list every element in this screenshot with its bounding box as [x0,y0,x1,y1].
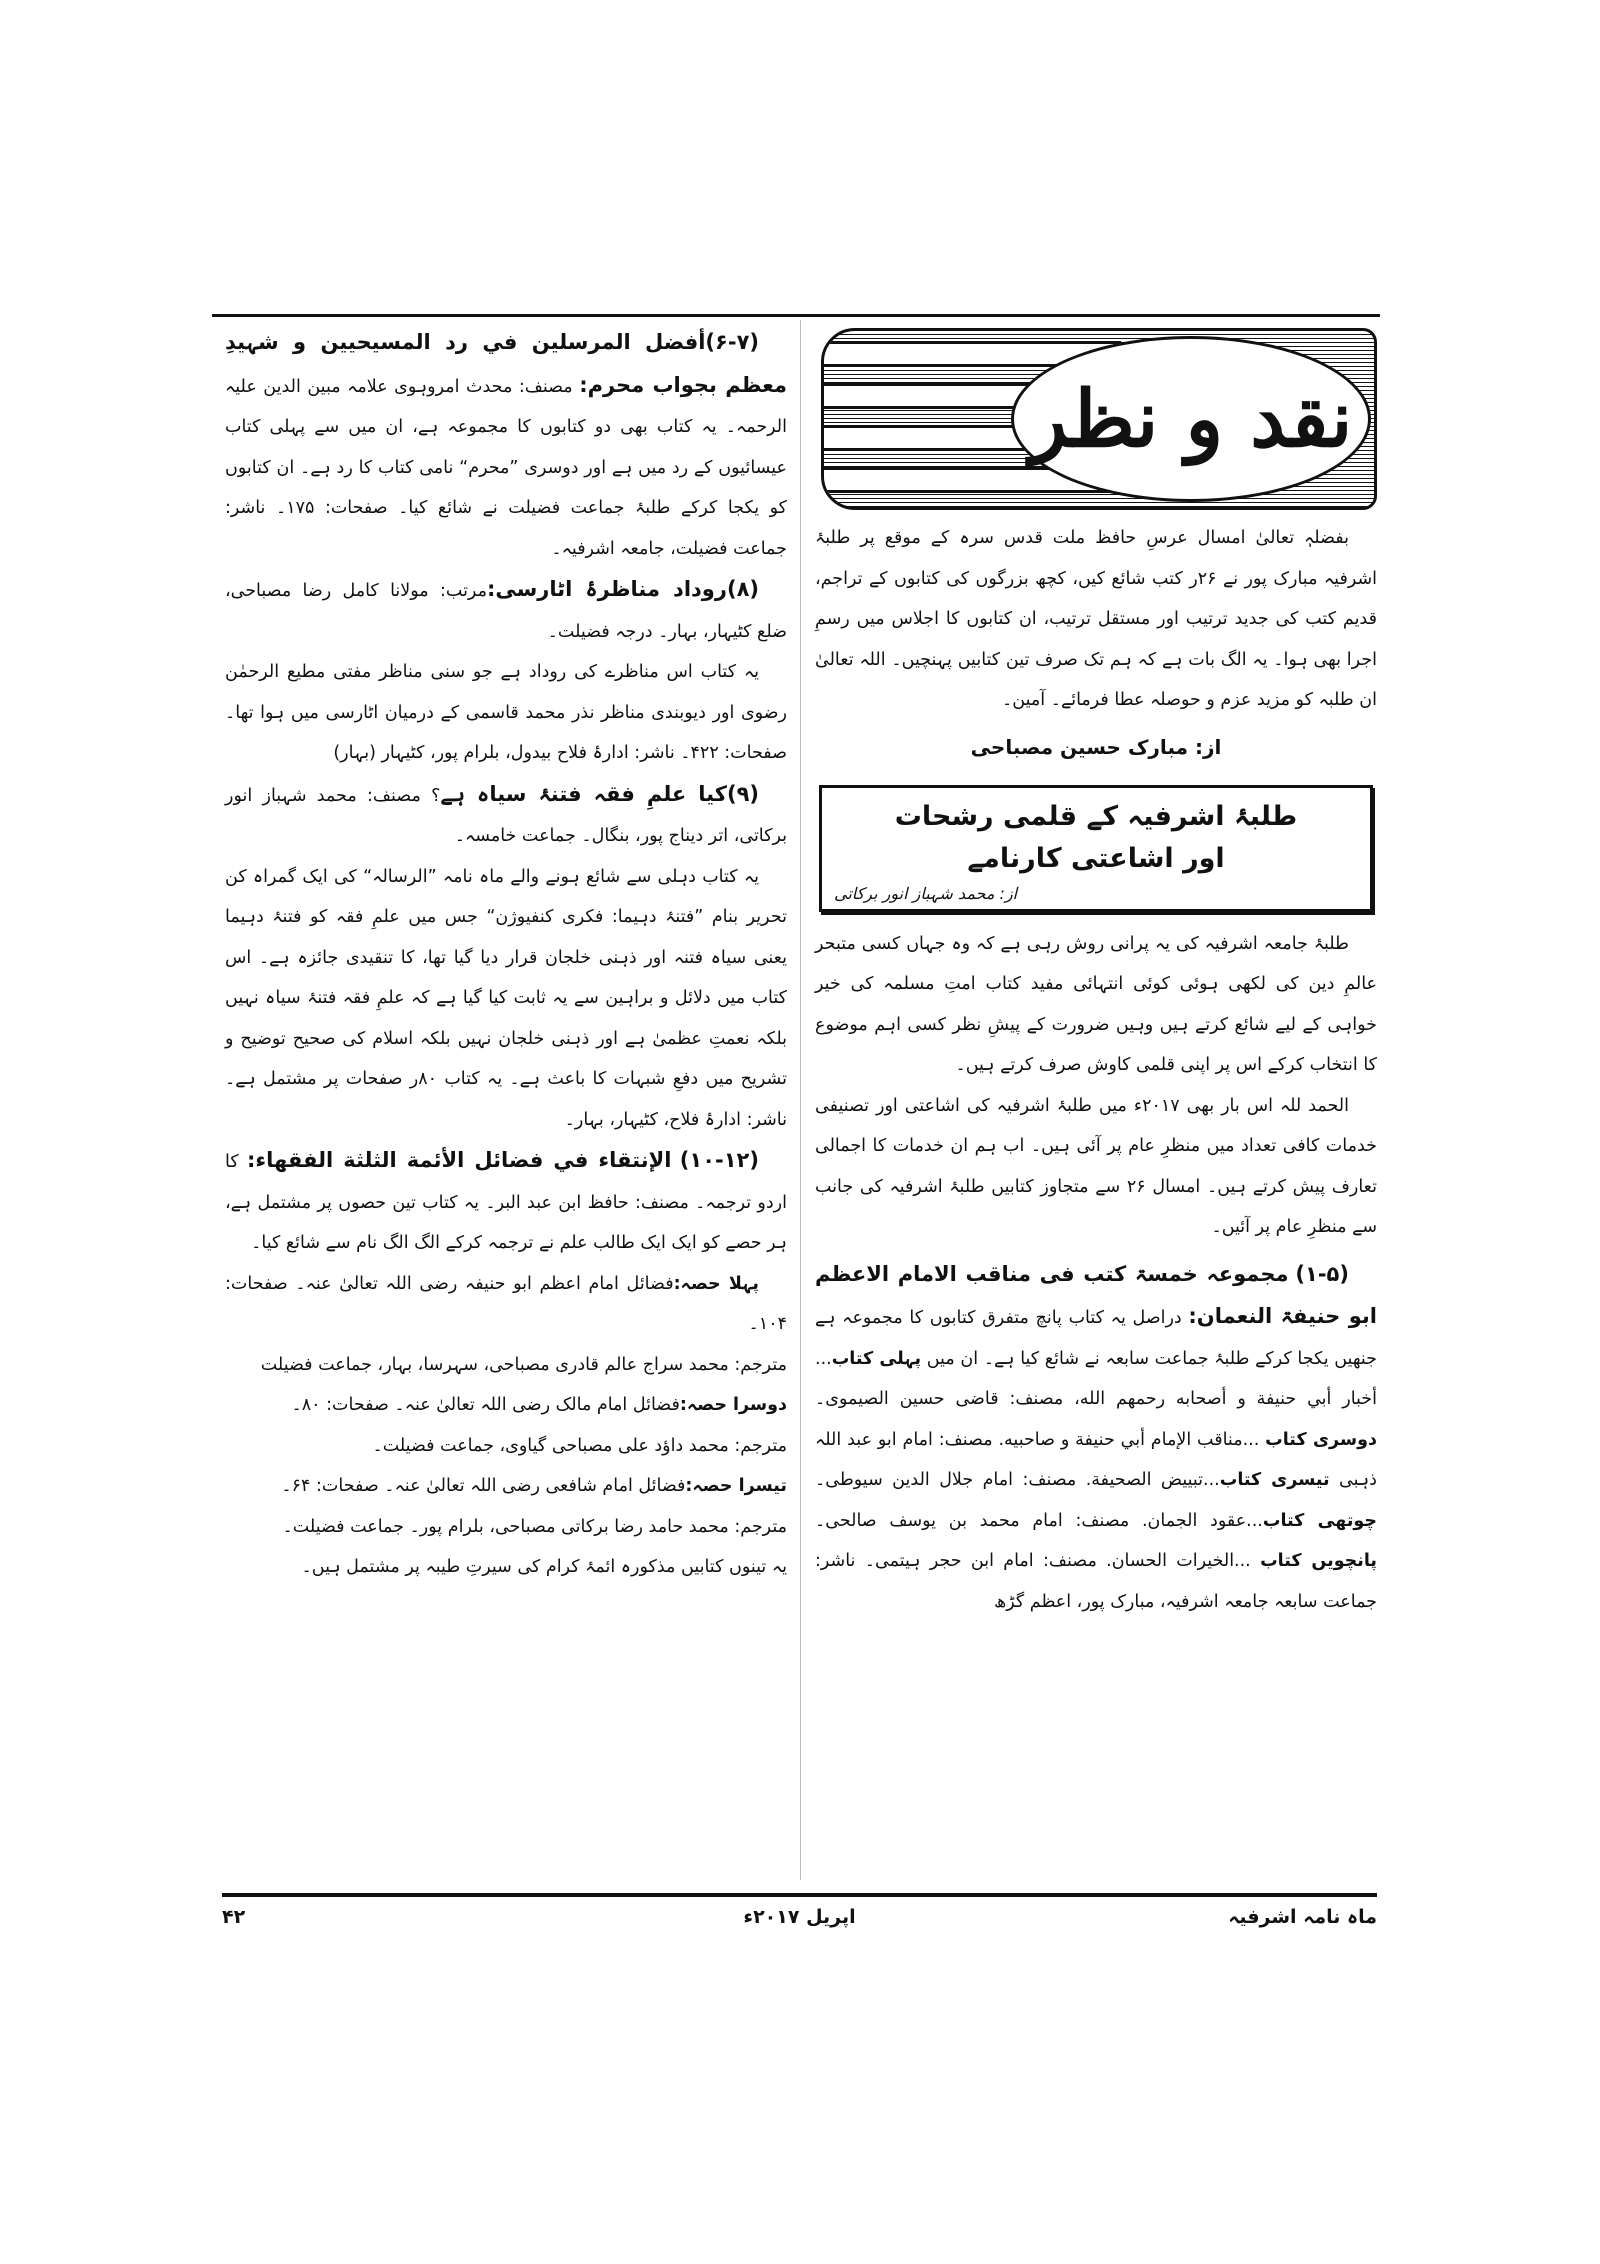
entry-text: ...الخيرات الحسان. مصنف: امام ابن حجر ہیتمی۔ ناشر: جماعت سابعہ جامعہ اشرفیہ، مبارک پور، اعظم گڑھ [815,1551,1377,1612]
entry-10-12 [225,1140,787,1264]
part-label: دوسرا حصہ: [679,1395,787,1415]
entry-text: ...تبييض الصحيفة. مصنف: امام جلال الدین سیوطی۔ [815,1470,1220,1490]
entry-6-7 [225,322,787,569]
entry-number: (۱۰-۱۲) [679,1148,759,1172]
left-column [225,322,787,1588]
part-text: فضائل امام اعظم ابو حنیفہ رضی اللہ تعالیٰ عنہ۔ صفحات: ۱۰۴۔ [225,1273,787,1334]
section-banner [821,328,1377,510]
entry-9 [225,774,787,857]
article-paragraph: طلبۂ جامعہ اشرفیہ کی یہ پرانی روش رہی ہے کہ وہ جہاں کسی متبحر عالمِ دین کی لکھی ہوئی کوئی انتہائی مفید کتاب امتِ مسلمہ کی خیر خواہی کے لیے شائع کرتے ہیں وہیں ضرورت کے پیشِ نظر کسی اہم موضوع کا انتخاب کرکے اس پر اپنی قلمی کاوش صرف کرتے ہیں۔ [815,933,1377,1075]
entry-bold-label: دوسری کتاب [1265,1429,1377,1450]
column-divider [800,320,801,1880]
part-1-translator: مترجم: محمد سراج عالم قادری مصباحی، سہرسا، بہار، جماعت فضیلت [260,1354,787,1375]
entry-title: مجموعہ خمسۃ کتب فی مناقب الامام الاعظم ابو حنیفۃ النعمان: [815,1261,1377,1328]
entry-10-12-closing: یہ تینوں کتابیں مذکورہ ائمۂ کرام کی سیرتِ طیبہ پر مشتمل ہیں۔ [301,1557,787,1577]
intro-byline: از: مبارک حسین مصباحی [970,734,1222,759]
entry-title: کیا علمِ فقہ فتنۂ سیاہ ہے [440,781,727,806]
entry-text: ...مناقب الإمام أبي حنيفة و صاحبيه. مصنف: امام ابو عبد اللہ ذہبی [815,1429,1377,1490]
article-author-text: از: محمد شہباز انور برکاتی [834,883,1018,903]
part-3 [225,1466,787,1507]
part-1 [225,1264,787,1345]
article-author [834,884,1358,903]
banner-oval [1011,336,1371,502]
entry-text: ...عقود الجمان. مصنف: امام محمد بن یوسف صالحی۔ [815,1510,1263,1531]
entry-number: (۱-۵) [1295,1261,1349,1286]
section-title: نقد و نظر [1029,373,1353,465]
entry-8-description: یہ کتاب اس مناظرے کی روداد ہے جو سنی مناظر مفتی مطیع الرحمٰن رضوی اور دیوبندی مناظر نذر محمد قاسمی کے درمیان اٹارسی میں ہوا تھا۔ صفحات: ۴۲۲۔ ناشر: ادارۂ فلاح بیدول، بلرام پور، کٹیہار (بہار) [225,662,787,763]
entry-9-description: یہ کتاب دہلی سے شائع ہونے والے ماہ نامہ ”الرسالہ“ کی ایک گمراہ کن تحریر بنام ”فتنۂ دہیما: فکری کنفیوژن“ جس میں علمِ فقہ کو فتنۂ دہیما یعنی سیاہ فتنہ اور ذہنی خلجان قرار دیا گیا تھا، کا تنقیدی جائزہ ہے۔ اس کتاب میں دلائل و براہین سے یہ ثابت کیا گیا ہے کہ علمِ فقہ فتنۂ سیاہ نہیں بلکہ نعمتِ عظمیٰ ہے اور ذہنی خلجان نہیں بلکہ اسلام کی صحیح توضیح و تشریح میں دفعِ شبہات کا باعث ہے۔ یہ کتاب ۸۰ر صفحات پر مشتمل ہے۔ ناشر: ادارۂ فلاح، کٹیہار، بہار۔ [225,866,787,1130]
intro-text: بفضلہٖ تعالیٰ امسال عرسِ حافظ ملت قدس سرہ کے موقع پر طلبۂ اشرفیہ مبارک پور نے ۲۶ر کتب شائع کیں، کچھ بزرگوں کی کتابوں کے تراجم، قدیم کتب کی جدید ترتیب اور مستقل ترتیب، ان کتابوں کا اجلاس میں رسمِ اجرا بھی ہوا۔ یہ الگ بات ہے کہ ہم تک صرف تین کتابیں پہنچیں۔ اللہ تعالیٰ ان طلبہ کو مزید عزم و حوصلہ عطا فرمائے۔ آمین۔ [815,528,1378,710]
entry-title: الإنتقاء في فضائل الأئمة الثلثة الفقهاء: [246,1148,672,1172]
entry-8 [225,569,787,652]
entry-text: ... أخبار أبي حنيفة و أصحابه رحمهم الله، مصنف: قاضی حسین الصیموی۔ [815,1348,1377,1409]
page-footer [222,1898,1377,1942]
part-3-translator: مترجم: محمد حامد رضا برکاتی مصباحی، بلرام پور۔ جماعت فضیلت۔ [282,1516,787,1537]
top-rule [212,314,1380,317]
entry-bold-label: چوتھی کتاب [1262,1510,1377,1531]
part-label: پہلا حصہ: [673,1273,759,1294]
entry-bold-label: تیسری کتاب [1219,1470,1330,1490]
part-label: تیسرا حصہ: [685,1476,787,1496]
part-text: فضائل امام مالک رضی اللہ تعالیٰ عنہ۔ صفحات: ۸۰۔ [291,1395,680,1415]
entry-1-5 [815,1254,1377,1623]
entry-text: مرتب: مولانا کامل رضا مصباحی، ضلع کٹیہار، بہار۔ درجہ فضیلت۔ [225,581,787,642]
entry-number: (۶-۷) [705,330,759,354]
entry-number: (۸) [726,577,759,601]
part-2-translator: مترجم: محمد داؤد علی مصباحی گیاوی، جماعت فضیلت۔ [372,1435,787,1456]
entry-text: مصنف: محدث امروہوی علامہ مبین الدین علیہ الرحمہ۔ یہ کتاب بھی دو کتابوں کا مجموعہ ہے، ان میں سے پہلی کتاب عیسائیوں کے رد میں ہے اور دوسری ”محرم“ نامی کتاب کا رد ہے۔ ان کتابوں کو یکجا کرکے طلبۂ جماعت فضیلت نے شائع کیا۔ صفحات: ۱۷۵۔ ناشر: جماعت فضیلت، جامعہ اشرفیہ۔ [225,376,787,559]
entry-bold-label: پانچویں کتاب [1260,1551,1377,1571]
entry-title: روداد مناظرۂ اٹارسی: [486,577,727,601]
article-paragraph: الحمد للہ اس بار بھی ۲۰۱۷ء میں طلبۂ اشرفیہ کی اشاعتی اور تصنیفی خدمات کافی تعداد میں منظرِ عام پر آئی ہیں۔ اب ہم ان خدمات کا اجمالی تعارف پیش کرتے ہیں۔ امسال ۲۶ سے متجاوز کتابیں طلبۂ اشرفیہ کی جانب سے منظرِ عام پر آئیں۔ [815,1095,1377,1237]
entry-text: کا اردو ترجمہ۔ مصنف: حافظ ابن عبد البر۔ یہ کتاب تین حصوں پر مشتمل ہے، ہر حصے کو ایک ایک طالب علم نے ترجمہ کرکے الگ الگ نام سے شائع کیا۔ [225,1152,787,1253]
part-text: فضائل امام شافعی رضی اللہ تعالیٰ عنہ۔ صفحات: ۶۴۔ [281,1476,686,1496]
entry-text: دراصل یہ کتاب پانچ متفرق کتابوں کا مجموعہ ہے جنھیں یکجا کرکے طلبۂ جماعت سابعہ نے شائع کیا ہے۔ ان میں [815,1308,1377,1369]
magazine-name: ماہ نامہ اشرفیہ [1228,1906,1377,1928]
part-2 [225,1385,787,1426]
right-column [815,322,1377,1622]
entry-text: ؟ مصنف: محمد شہباز انور برکاتی، اتر دیناج پور، بنگال۔ جماعت خامسہ۔ [225,785,787,846]
article-title-line1: طلبۂ اشرفیہ کے قلمی رشحات [894,800,1298,832]
entry-title: أفضل المرسلين في رد المسيحيين و شہیدِ معظم بجواب محرم: [225,330,787,397]
page-number: ۴۲ [222,1906,246,1928]
entry-bold-label: پہلی کتاب [831,1348,922,1369]
article-title-box [819,785,1373,912]
bottom-rule [222,1893,1377,1897]
entry-number: (۹) [726,781,759,806]
issue-date: اپریل ۲۰۱۷ء [743,1906,856,1928]
article-title-line2: اور اشاعتی کارنامے [967,842,1225,874]
